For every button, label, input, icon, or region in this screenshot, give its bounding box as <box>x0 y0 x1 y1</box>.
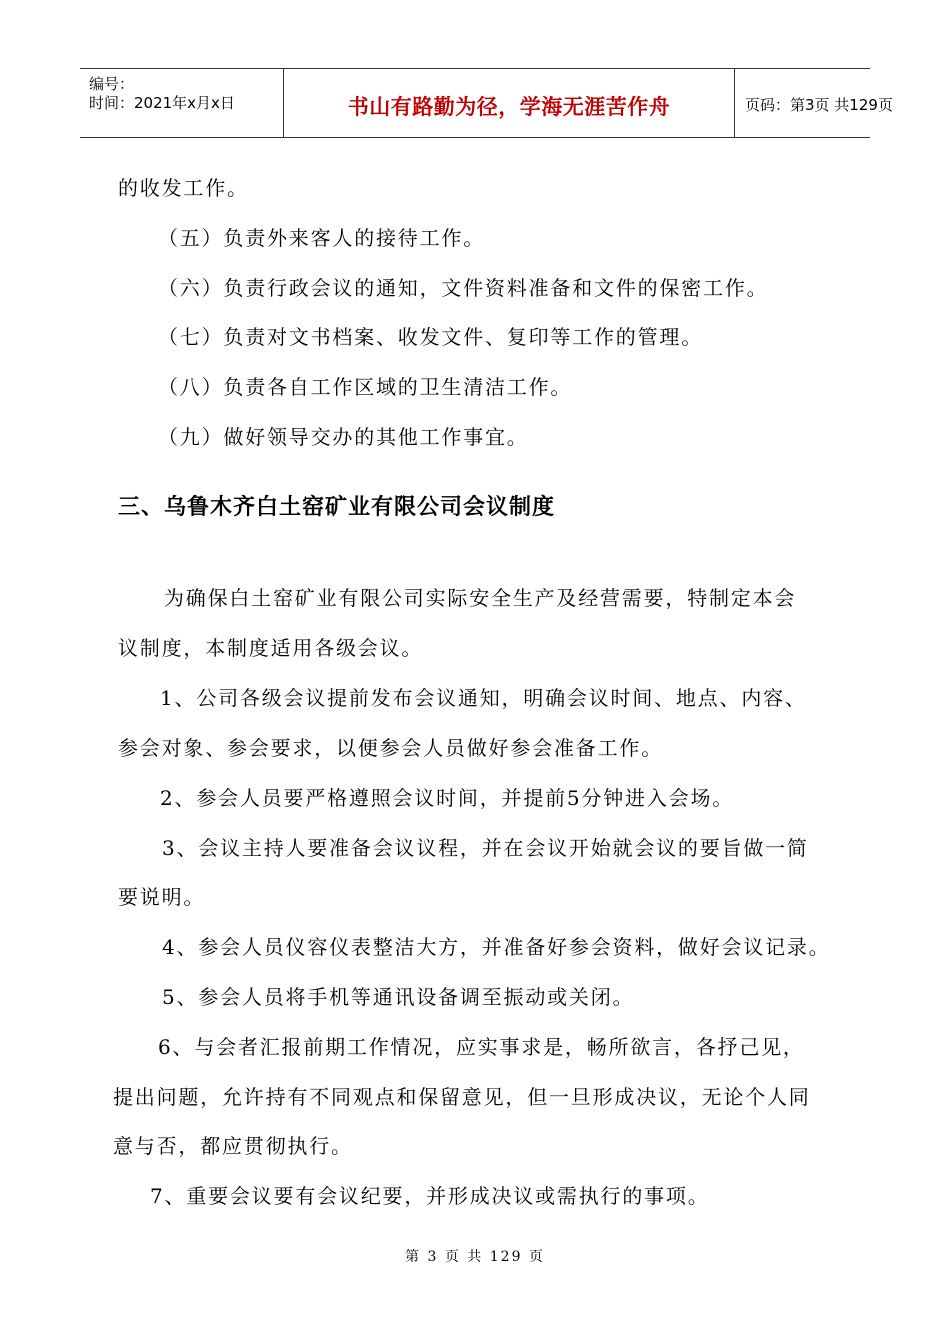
document-number-label: 编号： <box>89 75 135 93</box>
body-paragraph-line: 4、参会人员仪容仪表整洁大方，并准备好参会资料，做好会议记录。 <box>162 935 831 959</box>
body-paragraph-line: 5、参会人员将手机等通讯设备调至振动或关闭。 <box>162 985 635 1009</box>
body-line: 的收发工作。 <box>118 176 249 200</box>
body-paragraph-line: 为确保白土窑矿业有限公司实际安全生产及经营需要，特制定本会 <box>164 586 797 610</box>
page-footer: 第 3 页 共 129 页 <box>405 1249 545 1265</box>
body-paragraph-line: 6、与会者汇报前期工作情况，应实事求是，畅所欲言，各抒己见， <box>158 1035 805 1059</box>
document-time-label: 时间：2021年x月x日 <box>89 94 235 112</box>
header-page-info: 页码：第3页 共129页 <box>745 96 893 114</box>
body-line: （五）负责外来客人的接待工作。 <box>158 226 485 250</box>
body-paragraph-line: 3、会议主持人要准备会议议程，并在会议开始就会议的要旨做一简 <box>162 836 809 860</box>
body-paragraph-line: 提出问题，允许持有不同观点和保留意见，但一旦形成决议，无论个人同 <box>113 1085 811 1109</box>
body-line: （六）负责行政会议的通知，文件资料准备和文件的保密工作。 <box>158 276 769 300</box>
section-title: 三、乌鲁木齐白土窑矿业有限公司会议制度 <box>118 495 556 520</box>
header-motto-cell <box>283 69 735 137</box>
body-paragraph-line: 2、参会人员要严格遵照会议时间，并提前5分钟进入会场。 <box>160 786 735 810</box>
page-header <box>80 68 893 138</box>
body-paragraph-line: 要说明。 <box>118 885 206 909</box>
body-line: （八）负责各自工作区域的卫生清洁工作。 <box>158 375 573 399</box>
header-page-cell <box>735 69 893 137</box>
body-line: （七）负责对文书档案、收发文件、复印等工作的管理。 <box>158 325 703 349</box>
body-paragraph-line: 议制度，本制度适用各级会议。 <box>118 636 424 660</box>
body-paragraph-line: 1、公司各级会议提前发布会议通知，明确会议时间、地点、内容、 <box>160 686 807 710</box>
body-paragraph-line: 参会对象、参会要求，以便参会人员做好参会准备工作。 <box>118 736 663 760</box>
header-motto: 书山有路勤为径，学海无涯苦作舟 <box>347 95 671 119</box>
header-meta-cell <box>80 69 283 137</box>
body-paragraph-line: 7、重要会议要有会议纪要，并形成决议或需执行的事项。 <box>150 1184 710 1208</box>
body-paragraph-line: 意与否，都应贯彻执行。 <box>113 1134 353 1158</box>
body-line: （九）做好领导交办的其他工作事宜。 <box>158 425 529 449</box>
